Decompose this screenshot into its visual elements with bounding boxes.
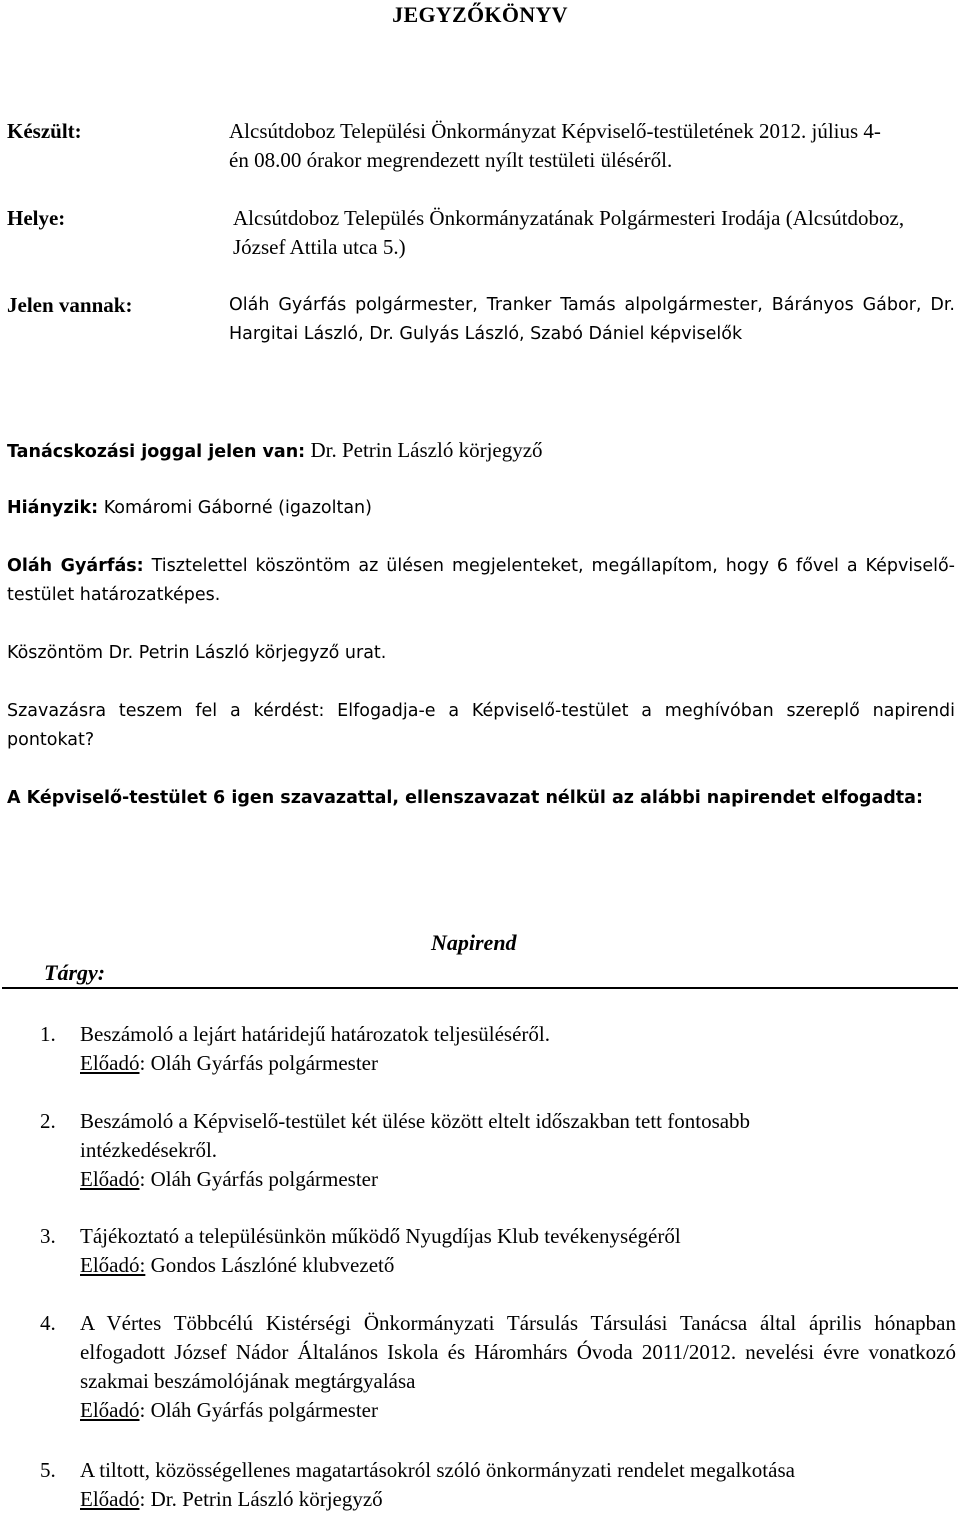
presenter-name: Oláh Gyárfás polgármester bbox=[145, 1167, 378, 1191]
tanacskozasi-line bbox=[7, 436, 955, 467]
agenda-item-number: 5. bbox=[40, 1458, 56, 1482]
hianyzik-value: Komáromi Gáborné (igazoltan) bbox=[98, 498, 372, 518]
heading-rule bbox=[2, 987, 958, 989]
helye-label-text: Helye: bbox=[7, 206, 66, 230]
presenter-name: Dr. Petrin László körjegyző bbox=[145, 1487, 383, 1511]
agenda-item-line: Beszámoló a Képviselő-testület két ülése között eltelt időszakban tett fontosabb bbox=[80, 1109, 751, 1133]
decision-paragraph: A Képviselő-testület 6 igen szavazattal, ellenszavazat nélkül az alábbi napirendet elfogadta: bbox=[7, 788, 923, 808]
document-title: JEGYZŐKÖNYV bbox=[392, 2, 568, 27]
presenter-label: Előadó bbox=[80, 1487, 140, 1511]
targy-heading: Tárgy: bbox=[44, 960, 106, 985]
presenter-sep: : bbox=[139, 1167, 146, 1191]
presenter-name: Oláh Gyárfás polgármester bbox=[145, 1051, 378, 1075]
speaker-name: Oláh Gyárfás: bbox=[7, 556, 144, 576]
presenter-label: Előadó bbox=[80, 1051, 140, 1075]
hianyzik-line bbox=[7, 494, 955, 523]
agenda-item-line: Beszámoló a lejárt határidejű határozatok teljesüléséről. bbox=[80, 1022, 550, 1046]
agenda-item-body bbox=[80, 1020, 956, 1078]
presenter-sep: : bbox=[139, 1398, 146, 1422]
presenter-name: Gondos Lászlóné klubvezető bbox=[145, 1253, 395, 1277]
agenda-item-body bbox=[80, 1309, 956, 1425]
speech-text: Tisztelettel köszöntöm az ülésen megjelenteket, megállapítom, hogy 6 fővel a Képviselő-testület határozatképes. bbox=[7, 556, 955, 605]
keszult-label: Készült: bbox=[7, 119, 82, 143]
speech-paragraph bbox=[7, 552, 955, 610]
agenda-item-body bbox=[80, 1456, 956, 1514]
agenda-item-presenter bbox=[80, 1165, 956, 1194]
agenda-item-presenter bbox=[80, 1251, 956, 1280]
agenda-item-presenter bbox=[80, 1396, 956, 1425]
agenda-item-number: 3. bbox=[40, 1224, 56, 1248]
presenter-name: Oláh Gyárfás polgármester bbox=[145, 1398, 378, 1422]
agenda-item-number: 1. bbox=[40, 1022, 56, 1046]
tanacskozasi-value: Dr. Petrin László körjegyző bbox=[305, 438, 543, 462]
greeting-paragraph: Köszöntöm Dr. Petrin László körjegyző urat. bbox=[7, 643, 387, 663]
agenda-item-line: Tájékoztató a településünkön működő Nyugdíjas Klub tevékenységéről bbox=[80, 1224, 681, 1248]
agenda-item-number: 2. bbox=[40, 1109, 56, 1133]
agenda-item-body bbox=[80, 1222, 956, 1280]
presenter-label: Előadó: bbox=[80, 1253, 146, 1277]
presenter-sep: : bbox=[139, 1051, 146, 1075]
tanacskozasi-label: Tanácskozási joggal jelen van: bbox=[7, 442, 306, 462]
agenda-item-line: A tiltott, közösségellenes magatartásokról szóló önkormányzati rendelet megalkotása bbox=[80, 1458, 795, 1482]
agenda-item-number: 4. bbox=[40, 1311, 56, 1335]
agenda-item-body bbox=[80, 1107, 956, 1194]
helye-value: Alcsútdoboz Település Önkormányzatának Polgármesteri Irodája (Alcsútdoboz, József Attila utca 5.) bbox=[233, 206, 905, 259]
presenter-label: Előadó bbox=[80, 1398, 140, 1422]
jelen-label: Jelen vannak: bbox=[7, 293, 133, 317]
helye-label bbox=[7, 204, 65, 233]
agenda-item-line: intézkedésekről. bbox=[80, 1138, 218, 1162]
presenter-sep: : bbox=[139, 1487, 146, 1511]
agenda-item-presenter bbox=[80, 1049, 956, 1078]
question-paragraph: Szavazásra teszem fel a kérdést: Elfogadja-e a Képviselő-testület a meghívóban szereplő napirendi pontokat? bbox=[7, 701, 955, 750]
napirend-heading: Napirend bbox=[431, 930, 517, 955]
presenter-label: Előadó bbox=[80, 1167, 140, 1191]
keszult-value: Alcsútdoboz Települési Önkormányzat Képviselő-testületének 2012. július 4-én 08.00 órakor megrendezett nyílt testületi üléséről. bbox=[229, 119, 881, 172]
hianyzik-label: Hiányzik: bbox=[7, 498, 99, 518]
agenda-item-presenter bbox=[80, 1485, 956, 1514]
jelen-value: Oláh Gyárfás polgármester, Tranker Tamás alpolgármester, Bárányos Gábor, Dr. Hargitai László, Dr. Gulyás László, Szabó Dániel képviselők bbox=[229, 295, 955, 344]
agenda-item-text: A Vértes Többcélú Kistérségi Önkormányzati Társulás Társulási Tanácsa által április hónapban elfogadott József Nádor Általános Iskola és Háromhárs Óvoda 2011/2012. nevelési évre vonatkozó szakmai beszámolójának megtárgyalása bbox=[80, 1311, 956, 1393]
